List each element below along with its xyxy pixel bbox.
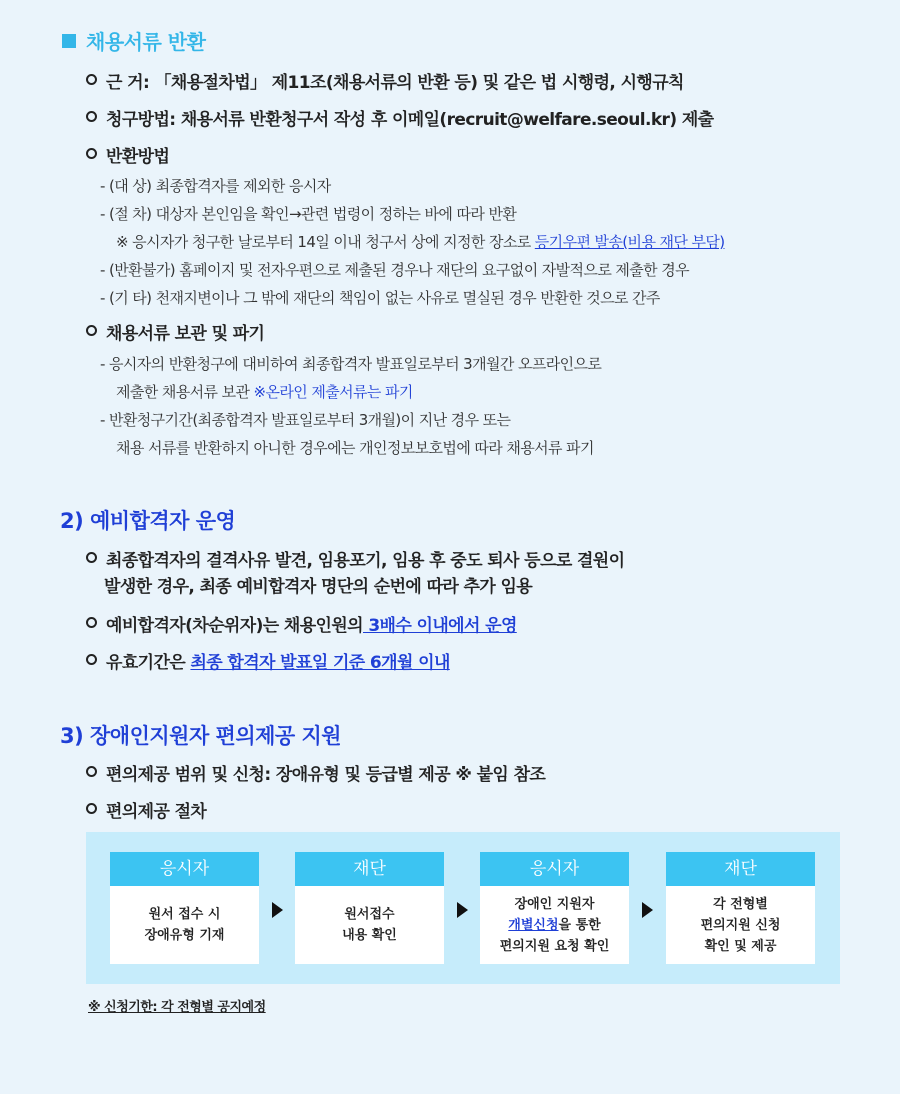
step-line xyxy=(508,915,600,936)
flow-step-4 xyxy=(666,852,815,964)
circle-bullet-icon xyxy=(86,617,97,628)
bullet-accommodation-procedure xyxy=(86,799,206,825)
step-line-rest: 을 통한 xyxy=(558,917,601,933)
list-item: - 반환청구기간(최종합격자 발표일로부터 3개월)이 지난 경우 또는 xyxy=(100,411,511,429)
return-method-note xyxy=(100,228,725,256)
step-line: 내용 확인 xyxy=(342,928,397,943)
list-item: - (기 타) 천재지변이나 그 밖에 재단의 책임이 없는 사유로 멸실된 경우 반환한 것으로 간주 xyxy=(100,289,660,307)
procedure-flow xyxy=(86,832,840,984)
list-item xyxy=(100,378,601,406)
accommodation-scope-text: 편의제공 범위 및 신청: 장애유형 및 등급별 제공 ※ 붙임 참조 xyxy=(106,765,546,785)
bullet-return-method xyxy=(86,144,169,170)
circle-bullet-icon xyxy=(86,148,97,159)
validity-period-link[interactable]: 최종 합격자 발표일 기준 6개월 이내 xyxy=(190,653,450,673)
square-bullet-icon xyxy=(62,34,76,48)
step-line: 장애인 지원자 xyxy=(514,896,595,912)
step-caption: 응시자 xyxy=(110,852,259,886)
circle-bullet-icon xyxy=(86,654,97,665)
three-times-link[interactable]: 3배수 이내에서 운영 xyxy=(363,616,517,636)
step-caption: 응시자 xyxy=(480,852,629,886)
step-line: 원서 접수 시 xyxy=(148,907,221,922)
step-caption: 재단 xyxy=(666,852,815,886)
bullet-keep-dispose xyxy=(86,321,264,347)
keep-dispose-title: 채용서류 보관 및 파기 xyxy=(106,324,265,344)
application-deadline-note: ※ 신청기한: 각 전형별 공지예정 xyxy=(88,1000,266,1015)
step-line: 원서접수 xyxy=(344,907,395,922)
step-caption: 재단 xyxy=(295,852,444,886)
return-method-title: 반환방법 xyxy=(106,147,170,167)
step-body xyxy=(666,886,815,964)
claim-label: 청구방법: xyxy=(106,110,176,130)
list-item: - (반환불가) 홈페이지 및 전자우편으로 제출된 경우나 재단의 요구없이 자발적으로 제출한 경우 xyxy=(100,261,689,279)
bullet-reserve-count xyxy=(86,613,517,639)
circle-bullet-icon xyxy=(86,325,97,336)
section-title-text: 채용서류 반환 xyxy=(86,30,206,54)
keep-text: 제출한 채용서류 보관 xyxy=(116,383,254,401)
basis-label: 근 거: xyxy=(106,73,150,93)
list-item: - (절 차) 대상자 본인임을 확인→관련 법령이 정하는 바에 따라 반환 xyxy=(100,205,517,223)
circle-bullet-icon xyxy=(86,74,97,85)
note-text: ※ 응시자가 청구한 날로부터 14일 이내 청구서 상에 지정한 장소로 xyxy=(116,233,535,251)
circle-bullet-icon xyxy=(86,766,97,777)
registered-mail-link[interactable]: 등기우편 발송(비용 재단 부담) xyxy=(534,233,725,251)
accommodation-procedure-text: 편의제공 절차 xyxy=(106,802,207,822)
step-body xyxy=(480,886,629,964)
flow-step-1 xyxy=(110,852,259,964)
section-title-accommodation: 3) 장애인지원자 편의제공 지원 xyxy=(60,724,342,748)
bullet-reserve-vacancy xyxy=(86,548,624,600)
step-line: 편의지원 신청 xyxy=(700,917,781,933)
keep-dispose-list xyxy=(100,350,601,462)
list-item: 채용 서류를 반환하지 아니한 경우에는 개인정보보호법에 따라 채용서류 파기 xyxy=(116,439,594,457)
vacancy-text-line1: 최종합격자의 결격사유 발견, 임용포기, 임용 후 중도 퇴사 등으로 결원이 xyxy=(106,551,625,571)
bullet-claim-method xyxy=(86,107,713,133)
arrow-right-icon xyxy=(642,902,653,918)
list-item: - (대 상) 최종합격자를 제외한 응시자 xyxy=(100,177,331,195)
bullet-accommodation-scope xyxy=(86,762,545,788)
flow-step-3 xyxy=(480,852,629,964)
bullet-validity xyxy=(86,650,450,676)
section-title-reserve: 2) 예비합격자 운영 xyxy=(60,509,236,533)
individual-request-link[interactable]: 개별신청 xyxy=(508,917,559,933)
online-dispose-note: ※온라인 제출서류는 파기 xyxy=(253,383,413,401)
arrow-right-icon xyxy=(272,902,283,918)
circle-bullet-icon xyxy=(86,803,97,814)
reserve-count-text: 예비합격자(차순위자)는 채용인원의 xyxy=(106,616,363,636)
list-item: - 응시자의 반환청구에 대비하여 최종합격자 발표일로부터 3개월간 오프라인으로 xyxy=(100,355,602,373)
flow-step-2 xyxy=(295,852,444,964)
vacancy-text-line2: 발생한 경우, 최종 예비합격자 명단의 순번에 따라 추가 임용 xyxy=(104,577,533,597)
bullet-basis xyxy=(86,70,684,96)
step-body xyxy=(110,886,259,964)
step-body xyxy=(295,886,444,964)
claim-text: 채용서류 반환청구서 작성 후 이메일(recruit@welfare.seoul.kr) 제출 xyxy=(180,110,714,130)
section-title-document-return xyxy=(62,26,205,55)
arrow-right-icon xyxy=(457,902,468,918)
step-line: 장애유형 기재 xyxy=(144,928,225,943)
step-line: 각 전형별 xyxy=(713,896,768,912)
basis-text: 「채용절차법」 제11조(채용서류의 반환 등) 및 같은 법 시행령, 시행규칙 xyxy=(154,73,684,93)
step-line: 편의지원 요청 확인 xyxy=(499,938,610,954)
validity-text: 유효기간은 xyxy=(106,653,191,673)
return-method-list xyxy=(100,172,725,312)
circle-bullet-icon xyxy=(86,111,97,122)
step-line: 확인 및 제공 xyxy=(704,938,777,954)
circle-bullet-icon xyxy=(86,552,97,563)
